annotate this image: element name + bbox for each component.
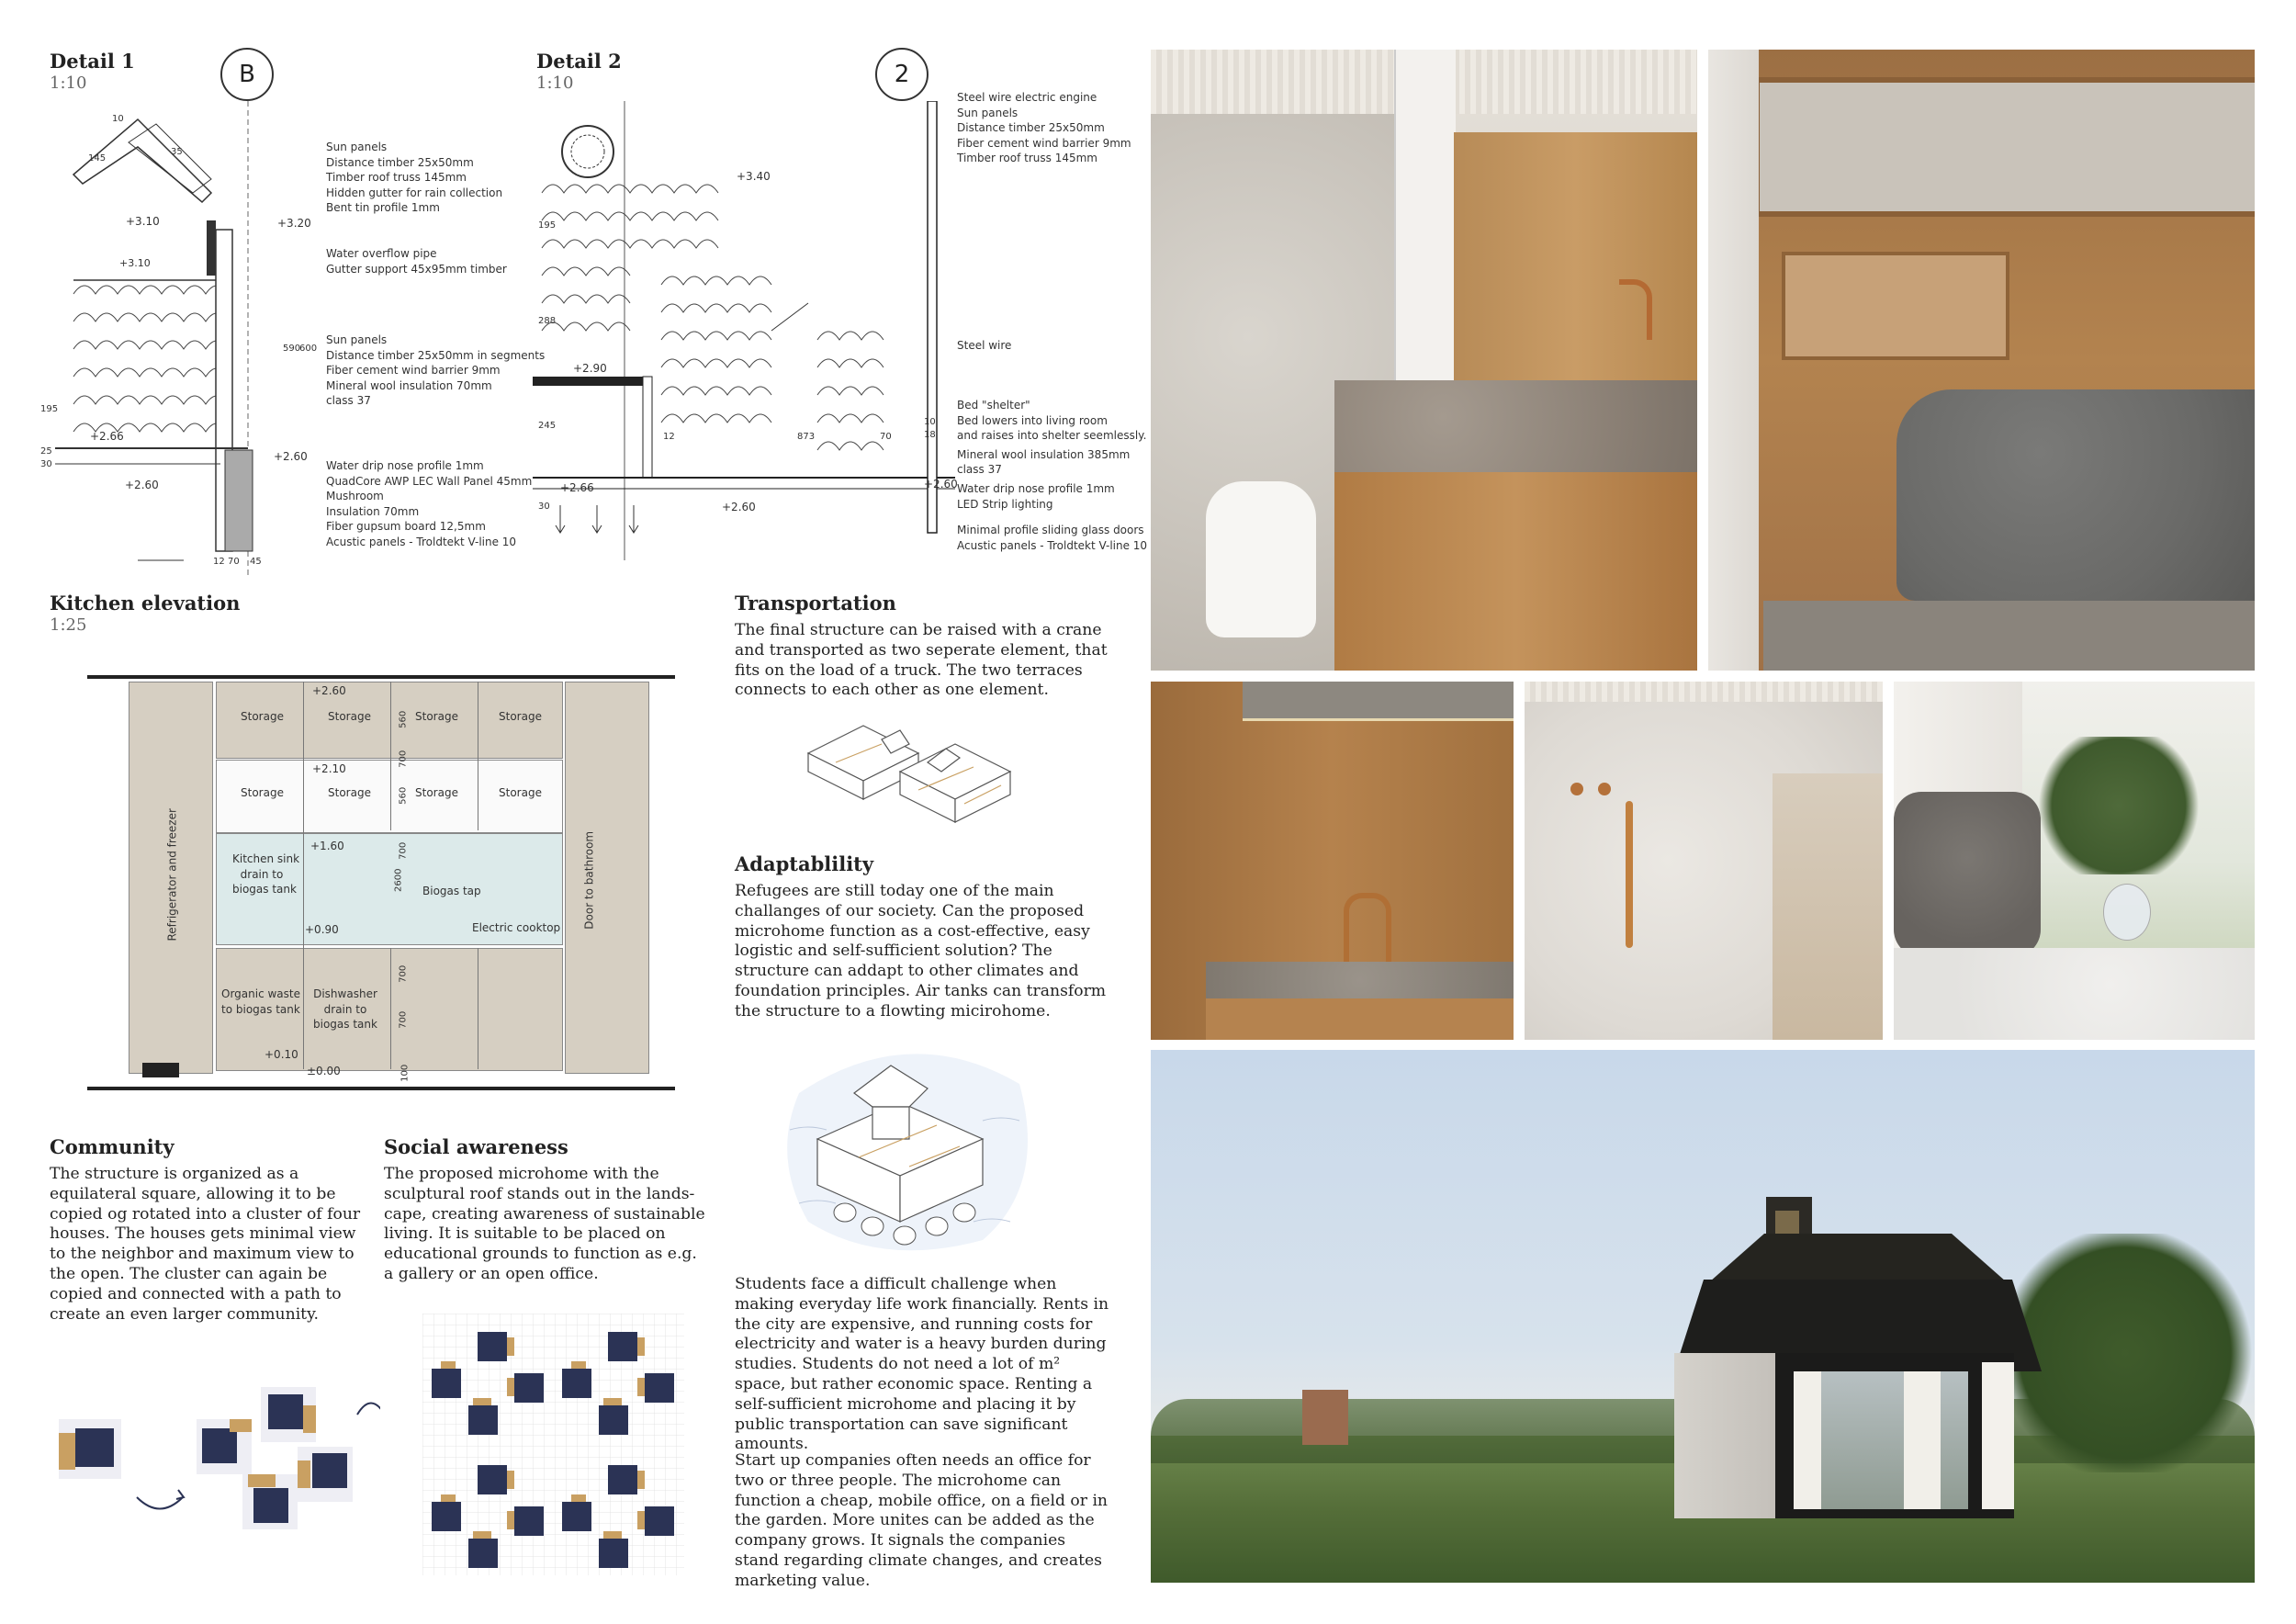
- photo-plant: [1894, 682, 2255, 1040]
- shower-hose: [1626, 801, 1633, 948]
- startup-text: Start up companies often needs an office for two or three people. The microhome can function a cheap, mobile office, on a field or in the garden. More unites can be added as the company grows. It signals the companies stand regarding climate changes, and creates marketing value.: [735, 1451, 1109, 1590]
- d2-dim-70: 70: [880, 432, 892, 442]
- d1-label: QuadCore AWP LEC Wall Panel 45mm: [326, 474, 533, 488]
- copper-kitchen-tap: [1344, 893, 1391, 972]
- detail1-marker: B: [220, 48, 274, 101]
- vent-grille: [142, 1063, 179, 1077]
- d1-dim-145: 145: [88, 153, 107, 164]
- photo-living: [1708, 50, 2255, 671]
- detail1-drawing: [55, 101, 331, 579]
- photo-bathroom: [1151, 50, 1697, 671]
- d1-label: Distance timber 25x50mm in segments: [326, 348, 546, 362]
- d2-label: Fiber cement wind barrier 9mm: [957, 136, 1131, 150]
- d2-label: Bed "shelter": [957, 399, 1030, 412]
- toilet: [1206, 481, 1316, 637]
- glass-reflection: [1773, 773, 1883, 1040]
- community-text: The structure is organized as a equilateral square, allowing it to be copied og rotated into a cluster of four houses. The houses gets minimal view to the neighbor and maximum view to the open. The cluster can again be copied and connected with a path to create an even larger community.: [50, 1165, 361, 1324]
- adaptability-text: Refugees are still today one of the main challanges of our society. Can the proposed microhome function as a cost-effective, easy logistic and self-sufficient solution? The structure can addapt to other climates and foundation principles. Air tanks can transform the structure to a flowting micirohome.: [735, 882, 1107, 1021]
- fridge-label: Refrigerator and freezer: [165, 808, 179, 942]
- door-label: Door to bathroom: [582, 830, 596, 930]
- d2-level-260a: +2.60: [722, 501, 756, 513]
- detail2-labels-bottom: [957, 398, 1147, 553]
- single-house: [59, 1419, 121, 1479]
- d1-dim-600: 600: [299, 344, 318, 354]
- detail1-labels-wall: [326, 333, 545, 409]
- d2-level-340: +3.40: [737, 170, 771, 183]
- dim-100: 100: [400, 1064, 411, 1082]
- armchair: [1894, 792, 2041, 957]
- detail2-labels-top: [957, 90, 1131, 166]
- niche: [1782, 252, 2009, 360]
- photo-kitchen-sink: [1151, 682, 1514, 1040]
- d2-dim-288: 288: [538, 316, 557, 326]
- d1-label: Hidden gutter for rain collection: [326, 186, 503, 199]
- organic-line: Organic waste: [221, 987, 300, 1000]
- svg-text:+3.10: +3.10: [119, 257, 151, 269]
- d2-label: Minimal profile sliding glass doors: [957, 524, 1144, 537]
- d1-label: Sun panels: [326, 333, 388, 346]
- storage-label: Storage: [415, 786, 458, 799]
- d2-label: Water drip nose profile 1mm: [957, 481, 1115, 495]
- d2-label: LED Strip lighting: [957, 497, 1053, 511]
- detail2-title: Detail 2: [536, 50, 622, 73]
- d1-level-310: +3.10: [126, 215, 160, 228]
- terrazzo-table: [1894, 948, 2255, 1040]
- d2-label-steel-wire: Steel wire: [957, 339, 1012, 352]
- dishwasher-line: drain to: [323, 1002, 367, 1016]
- organic-line: to biogas tank: [221, 1002, 300, 1016]
- d1-dim-45: 45: [250, 557, 262, 567]
- dim-560b: 560: [398, 786, 409, 805]
- detail1-labels: [326, 140, 502, 216]
- d2-dim-873: 873: [797, 432, 816, 442]
- kitchen-scale: 1:25: [50, 615, 87, 635]
- door-panel: [565, 682, 649, 1074]
- d2-dim-12: 12: [663, 432, 675, 442]
- d2-dim-245: 245: [538, 421, 557, 431]
- d2-label: Sun panels: [957, 106, 1019, 119]
- organic-label: [221, 987, 300, 1017]
- storage-label: Storage: [241, 786, 284, 799]
- d1-dim-25: 25: [40, 446, 52, 457]
- d1-label: Fiber gupsum board 12,5mm: [326, 520, 486, 534]
- shower-ceiling: [1525, 682, 1883, 702]
- d1-label: class 37: [326, 394, 371, 408]
- curtain: [1708, 50, 1759, 671]
- d1-label: Distance timber 25x50mm: [326, 155, 474, 169]
- d1-label: Water overflow pipe: [326, 247, 437, 260]
- d1-dim-195: 195: [40, 404, 59, 414]
- d1-dim-30: 30: [40, 459, 52, 469]
- storage-label: Storage: [499, 710, 542, 723]
- glass-vase: [2103, 884, 2151, 941]
- shower-knob: [1570, 783, 1583, 795]
- d2-dim-30: 30: [538, 502, 550, 512]
- level-160: +1.60: [310, 840, 344, 852]
- sink-line: Kitchen sink: [232, 852, 300, 865]
- detail2-marker: 2: [875, 48, 929, 101]
- kitchen-drawer: [1206, 998, 1514, 1040]
- detail1-scale: 1:10: [50, 73, 87, 93]
- d1-label: Mushroom: [326, 490, 384, 503]
- d2-label: Timber roof truss 145mm: [957, 152, 1097, 165]
- shower-knob: [1598, 783, 1611, 795]
- storage-label: Storage: [328, 710, 371, 723]
- d1-label: Gutter support 45x95mm timber: [326, 262, 507, 276]
- biogas-tap-label: Biogas tap: [422, 885, 481, 897]
- d2-label: Acustic panels - Troldtekt V-line 10: [957, 538, 1148, 552]
- transportation-text: The final structure can be raised with a crane and transported as two seperate element, that fits on the load of a truck. The two terraces connects to each other as one element.: [735, 621, 1108, 700]
- d2-label: and raises into shelter seemlessly.: [957, 429, 1147, 443]
- floating-home-axonometric: [771, 1038, 1047, 1258]
- community-title: Community: [50, 1135, 174, 1158]
- community-cluster-diagram: [50, 1369, 380, 1552]
- divider: [390, 948, 391, 1069]
- distant-building: [1302, 1390, 1348, 1445]
- kitchen-title: Kitchen elevation: [50, 592, 241, 615]
- d2-label: class 37: [957, 463, 1002, 477]
- social-text: The proposed microhome with the sculptural roof stands out in the lands-cape, creating awareness of sustainable living. It is suitable to be placed on educational grounds to function as e.g. a gallery or an open office.: [384, 1165, 705, 1283]
- sink-label: [232, 851, 300, 897]
- detail1-labels-base: [326, 458, 532, 550]
- detail2-scale: 1:10: [536, 73, 574, 93]
- d1-level-266: +2.66: [90, 430, 124, 443]
- dim-700c: 700: [398, 964, 409, 983]
- d1-label: Bent tin profile 1mm: [326, 201, 440, 215]
- storage-label: Storage: [328, 786, 371, 799]
- sink-line: drain to: [240, 867, 284, 881]
- storage-label: Storage: [499, 786, 542, 799]
- d2-dim-10: 10: [924, 417, 936, 427]
- dim-700d: 700: [398, 1010, 409, 1029]
- detail1-title: Detail 1: [50, 50, 135, 73]
- shelf-led: [1243, 682, 1514, 721]
- d2-level-260b: +2.60: [924, 478, 958, 491]
- d2-level-290: +2.90: [573, 362, 607, 375]
- students-text: Students face a difficult challenge when making everyday life work financially. Rents in the city are expensive, and running costs for electricity and water is a heavy burden during studies. Students do not need a lot of m² space, but rather economic space. Renting a self-sufficient microhome and placing it by public transportation can save significant amounts.: [735, 1275, 1109, 1454]
- wood-cabinet: [1334, 472, 1697, 671]
- grey-sofa: [1896, 389, 2255, 601]
- dim-700b: 700: [398, 841, 409, 860]
- adaptability-title: Adaptablility: [735, 852, 874, 875]
- photo-exterior: [1151, 1050, 2255, 1583]
- wall-left: [1674, 1353, 1775, 1518]
- ceiling-line: [87, 675, 675, 679]
- d1-dim-12: 12: [213, 557, 225, 567]
- dim-2600: 2600: [393, 868, 404, 893]
- d2-label: Steel wire electric engine: [957, 91, 1097, 104]
- dim-560a: 560: [398, 710, 409, 728]
- curtain-window: [1904, 1371, 1941, 1509]
- d1-label: Sun panels: [326, 141, 388, 153]
- community-grid-diagram: [422, 1314, 684, 1575]
- curtain-terrace: [1982, 1362, 2014, 1509]
- social-title: Social awareness: [384, 1135, 568, 1158]
- d1-level-320: +3.20: [277, 217, 311, 230]
- plant-foliage: [2032, 737, 2206, 874]
- storage-label: Storage: [415, 710, 458, 723]
- dim-700a: 700: [398, 750, 409, 768]
- d1-label: Water drip nose profile 1mm: [326, 459, 484, 472]
- terrazzo-counter: [1334, 380, 1697, 472]
- level-010: +0.10: [264, 1048, 298, 1061]
- sink-line: biogas tank: [232, 883, 297, 897]
- dishwasher-label: [309, 987, 382, 1032]
- d1-level-260a: +2.60: [274, 450, 308, 463]
- divider: [390, 682, 391, 830]
- level-210: +2.10: [312, 762, 346, 775]
- level-090: +0.90: [305, 923, 339, 936]
- d1-label: Acustic panels - Troldtekt V-line 10: [326, 535, 517, 548]
- d1-label: Fiber cement wind barrier 9mm: [326, 364, 501, 378]
- d1-dim-35: 35: [171, 147, 183, 157]
- divider: [303, 682, 304, 1069]
- floor: [1763, 601, 2255, 671]
- d2-label: Distance timber 25x50mm: [957, 121, 1105, 135]
- d1-label: Insulation 70mm: [326, 504, 420, 518]
- d1-label: Timber roof truss 145mm: [326, 171, 467, 185]
- d1-label: Mineral wool insulation 70mm: [326, 378, 492, 392]
- curtain-window: [1794, 1371, 1821, 1509]
- transportation-title: Transportation: [735, 592, 896, 615]
- cooktop-label: Electric cooktop: [472, 921, 561, 934]
- detail1-labels-mid: [326, 246, 507, 276]
- d1-dim-10: 10: [112, 114, 124, 124]
- d2-label: Bed lowers into living room: [957, 413, 1108, 427]
- transport-axonometric: [799, 707, 1019, 836]
- photo-shower: [1525, 682, 1883, 1040]
- terrazzo-shelf: [1754, 77, 2255, 217]
- level-000: ±0.00: [307, 1065, 341, 1077]
- storage-label: Storage: [241, 710, 284, 723]
- cluster-four: [197, 1387, 353, 1529]
- dishwasher-line: biogas tank: [313, 1018, 377, 1032]
- d1-dim-590: 590: [283, 344, 301, 354]
- d1-level-260b: +2.60: [125, 479, 159, 491]
- level-260: +2.60: [312, 684, 346, 697]
- d1-dim-70: 70: [228, 557, 240, 567]
- d2-dim-195: 195: [538, 220, 557, 231]
- terrazzo-countertop: [1206, 962, 1514, 998]
- floor-line: [87, 1087, 675, 1090]
- d2-label: Mineral wool insulation 385mm: [957, 447, 1131, 461]
- d2-dim-18: 18: [924, 430, 936, 440]
- dishwasher-line: Dishwasher: [313, 987, 377, 1000]
- copper-faucet: [1619, 279, 1652, 340]
- d2-level-266: +2.66: [560, 481, 594, 494]
